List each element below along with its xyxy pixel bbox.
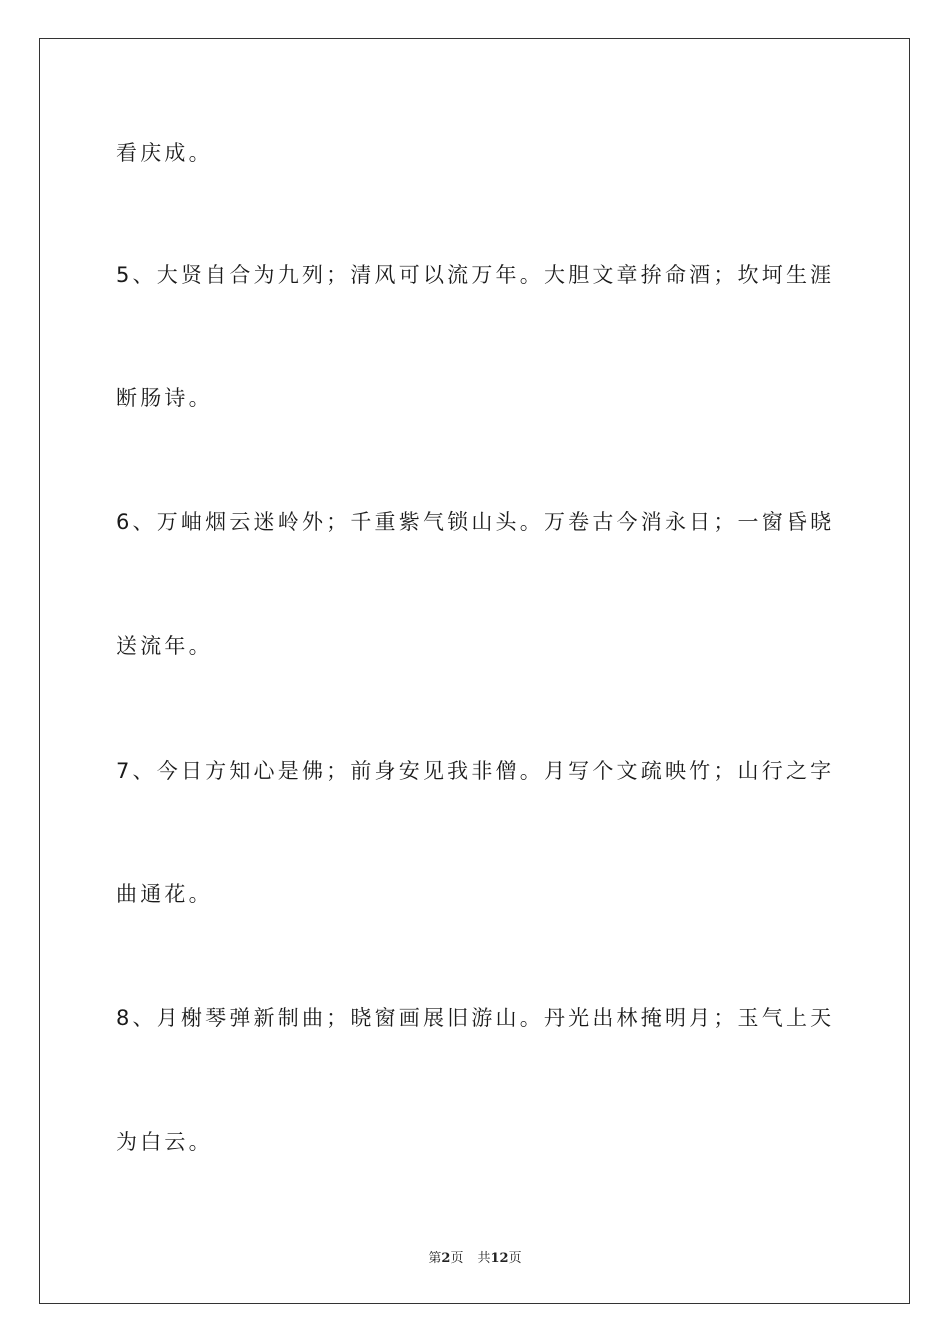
text-line-7: 曲通花。 [116, 882, 213, 906]
text-line-4: 6、万岫烟云迷岭外；千重紫气锁山头。万卷古今消永日；一窗昏晓 [116, 510, 835, 534]
text-line-9: 为白云。 [116, 1130, 213, 1154]
text-line-3: 断肠诗。 [116, 386, 213, 410]
text-line-1: 看庆成。 [116, 141, 213, 165]
text-line-6: 7、今日方知心是佛；前身安见我非僧。月写个文疏映竹；山行之字 [116, 759, 835, 783]
footer-total-number: 12 [490, 1251, 509, 1266]
text-line-8: 8、月榭琴弹新制曲；晓窗画展旧游山。丹光出林掩明月；玉气上天 [116, 1006, 835, 1030]
footer-total-suffix: 页 [508, 1251, 522, 1266]
footer-total-prefix: 共 [477, 1251, 491, 1266]
footer-page-suffix: 页 [450, 1251, 464, 1266]
text-line-2: 5、大贤自合为九列；清风可以流万年。大胆文章拚命酒；坎坷生涯 [116, 263, 835, 287]
page-footer [0, 1247, 950, 1266]
footer-page-number: 2 [441, 1251, 451, 1266]
footer-page-prefix: 第 [428, 1251, 442, 1266]
page-border [39, 38, 910, 1304]
text-line-5: 送流年。 [116, 634, 213, 658]
